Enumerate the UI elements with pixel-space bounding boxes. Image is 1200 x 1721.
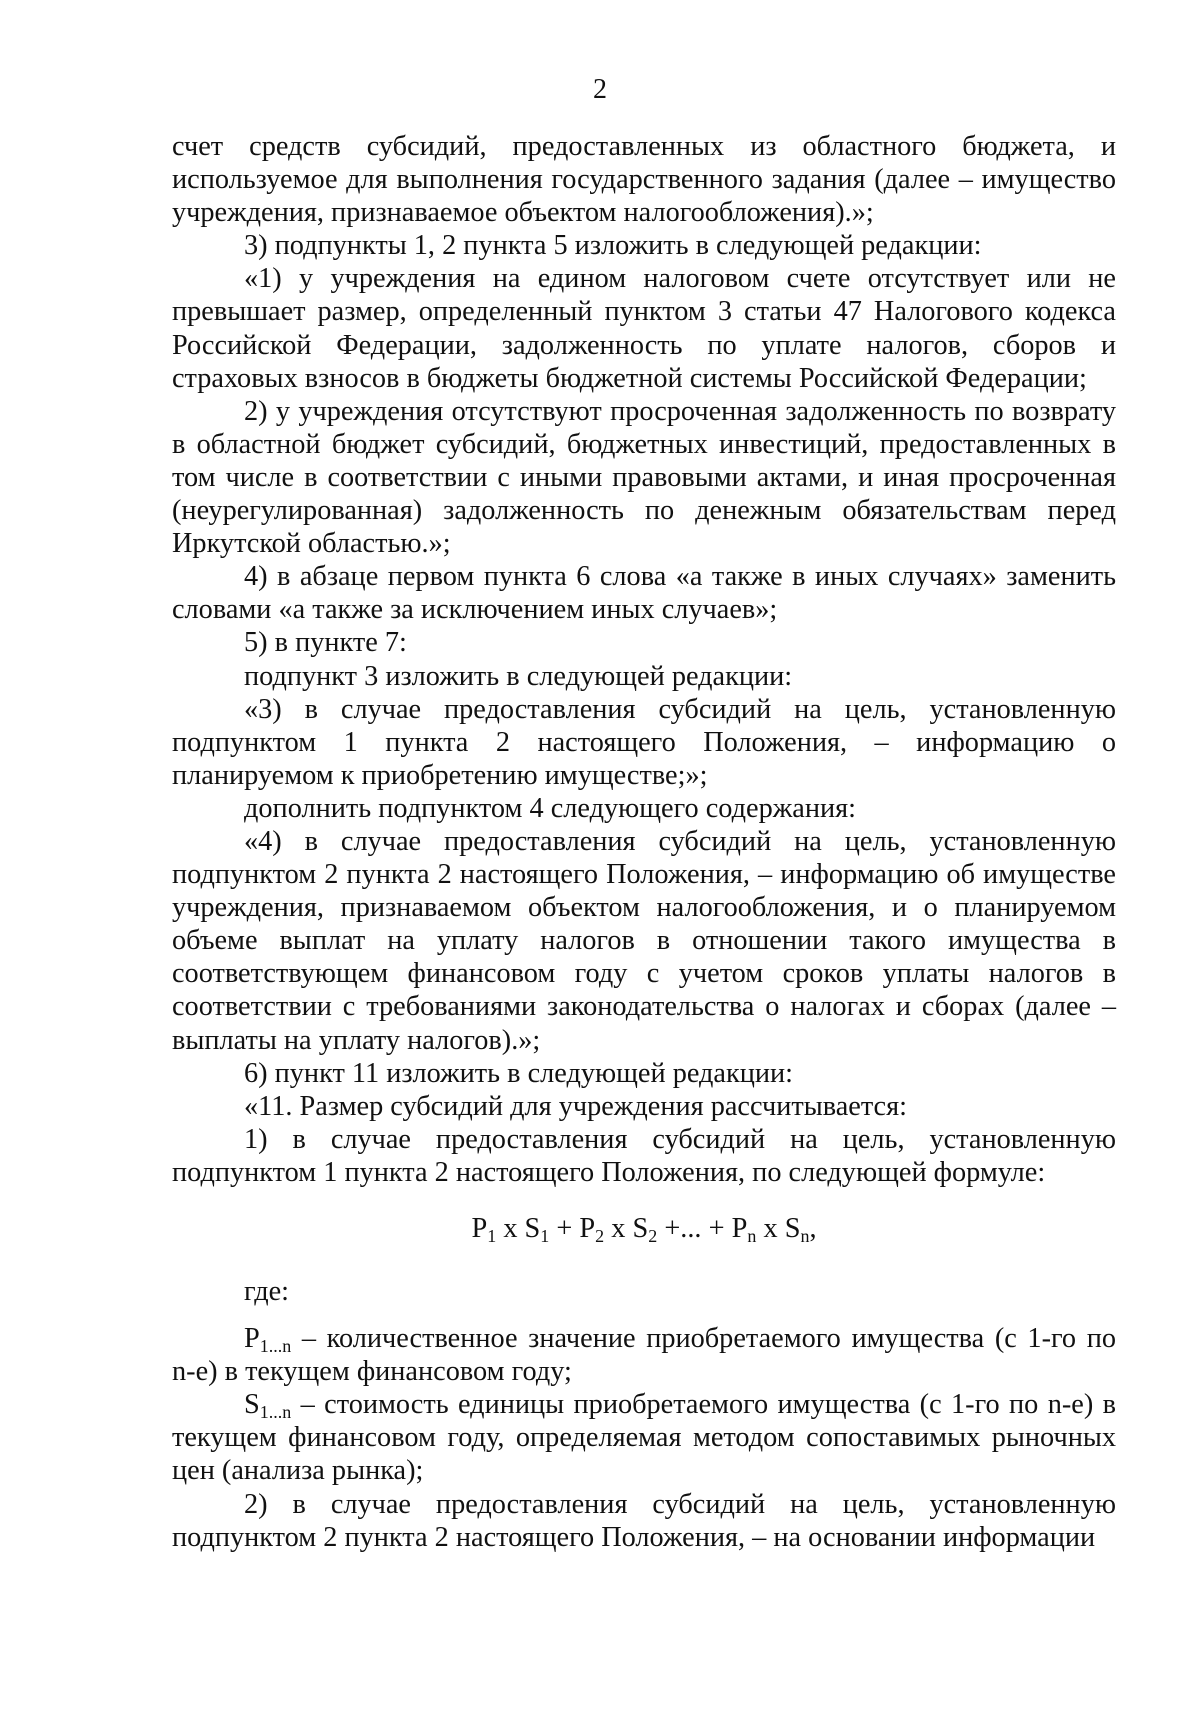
paragraph-amendment-6: 6) пункт 11 изложить в следующей редакции: (244, 1057, 794, 1089)
paragraph-subpoint-4-intro: дополнить подпунктом 4 следующего содержания: (244, 792, 857, 824)
paragraph-amendment-5: 5) в пункте 7: (244, 627, 407, 659)
paragraph-point-11-case-2: 2) в случае предоставления субсидий на цель, установленную подпунктом 2 пункта 2 настоящего Положения, – на основании информации (172, 1488, 1116, 1553)
paragraph-amendment-4: 4) в абзаце первом пункта 6 слова «а также в иных случаях» заменить словами «а также за исключением иных случаев»; (172, 561, 1116, 626)
paragraph-subpoint-1: «1) у учреждения на едином налоговом счете отсутствует или не превышает размер, определенный пунктом 3 статьи 47 Налогового кодекса Российской Федерации, задолженность по уплате налогов, сборов и страховых взносов в бюджеты бюджетной системы Российской Федерации; (172, 263, 1116, 394)
where-label: где: (244, 1276, 290, 1307)
paragraph-subpoint-4: «4) в случае предоставления субсидий на цель, установленную подпунктом 2 пункта 2 настоящего Положения, – информацию об имуществе учреждения, признаваемом объектом налогообложения, и о планируемом объеме выплат на уплату налогов в отношении такого имущества в соответствующем финансовом году с учетом сроков уплаты налогов в соответствии с требованиями законодательства о налогах и сборах (далее – выплаты на уплату налогов).»; (172, 825, 1116, 1056)
page-number: 2 (593, 74, 607, 105)
paragraph-subpoint-3-intro: подпункт 3 изложить в следующей редакции: (244, 660, 793, 692)
paragraph-subpoint-2: 2) у учреждения отсутствуют просроченная задолженность по возврату в областной бюджет субсидий, бюджетных инвестиций, предоставленных в том числе в соответствии с иными правовыми актами, и иная просроченная (неурегулированная) задолженность по денежным обязательствам перед Иркутской областью.»; (172, 395, 1116, 560)
definition-s: $S_{1...n}$ – стоимость единицы приобретаемого имущества (с 1-го по n-е) в текущем финансовом году, определяемая методом сопоставимых рыночных цен (анализа рынка); (172, 1389, 1116, 1487)
paragraph-point-11-case-1: 1) в случае предоставления субсидий на цель, установленную подпунктом 1 пункта 2 настоящего Положения, по следующей формуле: (172, 1123, 1116, 1188)
definition-p: $P_{1...n}$ – количественное значение приобретаемого имущества (с 1-го по n-е) в текущем финансовом году; (172, 1323, 1116, 1388)
paragraph-continuation: счет средств субсидий, предоставленных из областного бюджета, и используемое для выполнения государственного задания (далее – имущество учреждения, признаваемое объектом налогообложения).»; (172, 131, 1116, 229)
paragraph-subpoint-3: «3) в случае предоставления субсидий на цель, установленную подпунктом 1 пункта 2 настоящего Положения, – информацию о планируемом к приобретению имуществе;»; (172, 693, 1116, 791)
paragraph-point-11-intro: «11. Размер субсидий для учреждения рассчитывается: (244, 1090, 907, 1122)
subsidy-formula: $P_1$ x $S_1 + P_2$ x $S_2$ +... + $P_n$ x $S_n$, (471, 1213, 817, 1246)
paragraph-amendment-3: 3) подпункты 1, 2 пункта 5 изложить в следующей редакции: (244, 230, 982, 262)
document-body (172, 130, 1116, 1554)
